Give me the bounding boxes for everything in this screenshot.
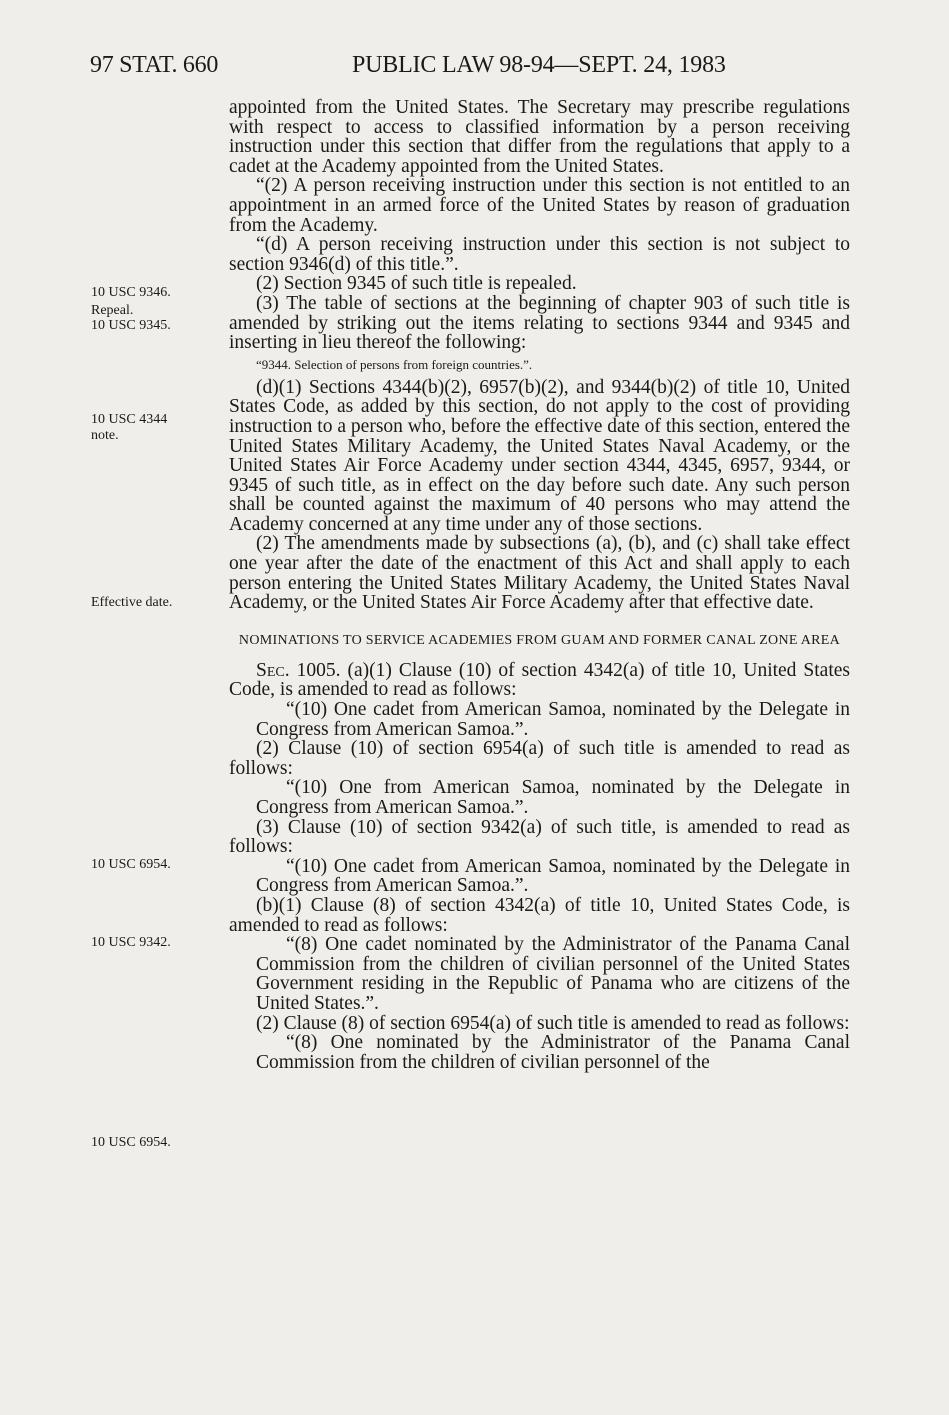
paragraph: (2) Section 9345 of such title is repealed.	[256, 273, 577, 295]
paragraph: (2) Clause (10) of section 6954(a) of such title is amended to read as follows:	[229, 738, 850, 779]
paragraph: (2) The amendments made by subsections (a), (b), and (c) shall take effect one year after the date of the enactment of this Act and shall apply to each person entering the United States Military Academy, the United States Naval Academy, or the United States Air Force Academy after that effective date.	[229, 533, 850, 614]
paragraph: appointed from the United States. The Secretary may prescribe regulations with respect to access to classified information by a person receiving instruction under this section that differ from the regulations that apply to a cadet at the Academy appointed from the United States.	[229, 97, 850, 177]
quoted-clause: “(10) One from American Samoa, nominated by the Delegate in Congress from American Samoa.”.	[256, 777, 850, 818]
margin-note: 10 USC 6954.	[91, 1135, 171, 1150]
paragraph: (3) The table of sections at the beginning of chapter 903 of such title is amended by striking out the items relating to sections 9344 and 9345 and inserting in lieu thereof the following:	[229, 292, 850, 354]
margin-note: note.	[91, 428, 119, 443]
margin-note: 10 USC 6954.	[91, 857, 171, 872]
page-header	[90, 52, 850, 82]
paragraph: (3) Clause (10) of section 9342(a) of such title, is amended to read as follows:	[229, 816, 850, 858]
margin-note: 10 USC 9342.	[91, 935, 171, 950]
quoted-clause: “(10) One cadet from American Samoa, nominated by the Delegate in Congress from American Samoa.”.	[256, 699, 850, 740]
paragraph: “(2) A person receiving instruction under this section is not entitled to an appointment in an armed force of the United States by reason of graduation from the Academy.	[229, 175, 850, 236]
margin-note: 10 USC 4344	[91, 412, 168, 427]
paragraph	[229, 661, 850, 700]
margin-note: Effective date.	[91, 595, 173, 610]
quoted-clause: “(10) One cadet from American Samoa, nominated by the Delegate in Congress from American Samoa.”.	[256, 855, 850, 897]
page-title: PUBLIC LAW 98-94—SEPT. 24, 1983	[352, 52, 726, 78]
page-reference: 97 STAT. 660	[90, 52, 219, 78]
section-label: Sec.	[256, 659, 290, 681]
paragraph-text: 1005. (a)(1) Clause (10) of section 4342(a) of title 10, United States Code, is amended to read as follows:	[229, 659, 850, 701]
margin-note: Repeal.	[91, 303, 134, 318]
table-of-sections-entry: “9344. Selection of persons from foreign countries.”.	[256, 356, 533, 372]
paragraph: (d)(1) Sections 4344(b)(2), 6957(b)(2), and 9344(b)(2) of title 10, United States Code, as added by this section, do not apply to the cost of providing instruction to a person who, before the effective date of this section, entered the United States Military Academy, the United States Naval Academy, or the United States Air Force Academy under section 4344, 4345, 6957, 9344, or 9345 of such title, as in effect on the day before such date. Any such person shall be counted against the maximum of 40 persons who may attend the Academy concerned at any time under any of those sections.	[229, 376, 850, 535]
margin-note: 10 USC 9345.	[91, 318, 171, 333]
paragraph: “(d) A person receiving instruction under this section is not subject to section 9346(d) of this title.”.	[229, 234, 850, 275]
section-heading: NOMINATIONS TO SERVICE ACADEMIES FROM GUAM AND FORMER CANAL ZONE AREA	[238, 632, 841, 648]
paragraph: (2) Clause (8) of section 6954(a) of such title is amended to read as follows:	[256, 1012, 850, 1034]
page-body	[229, 98, 850, 1072]
quoted-clause: “(8) One cadet nominated by the Administrator of the Panama Canal Commission from the children of civilian personnel of the United States Government residing in the Republic of Panama who are citizens of the United States.”.	[256, 934, 850, 1014]
quoted-clause: “(8) One nominated by the Administrator of the Panama Canal Commission from the children of civilian personnel of the	[256, 1032, 850, 1073]
margin-note: 10 USC 9346.	[91, 285, 171, 300]
paragraph: (b)(1) Clause (8) of section 4342(a) of title 10, United States Code, is amended to read as follows:	[229, 894, 850, 936]
